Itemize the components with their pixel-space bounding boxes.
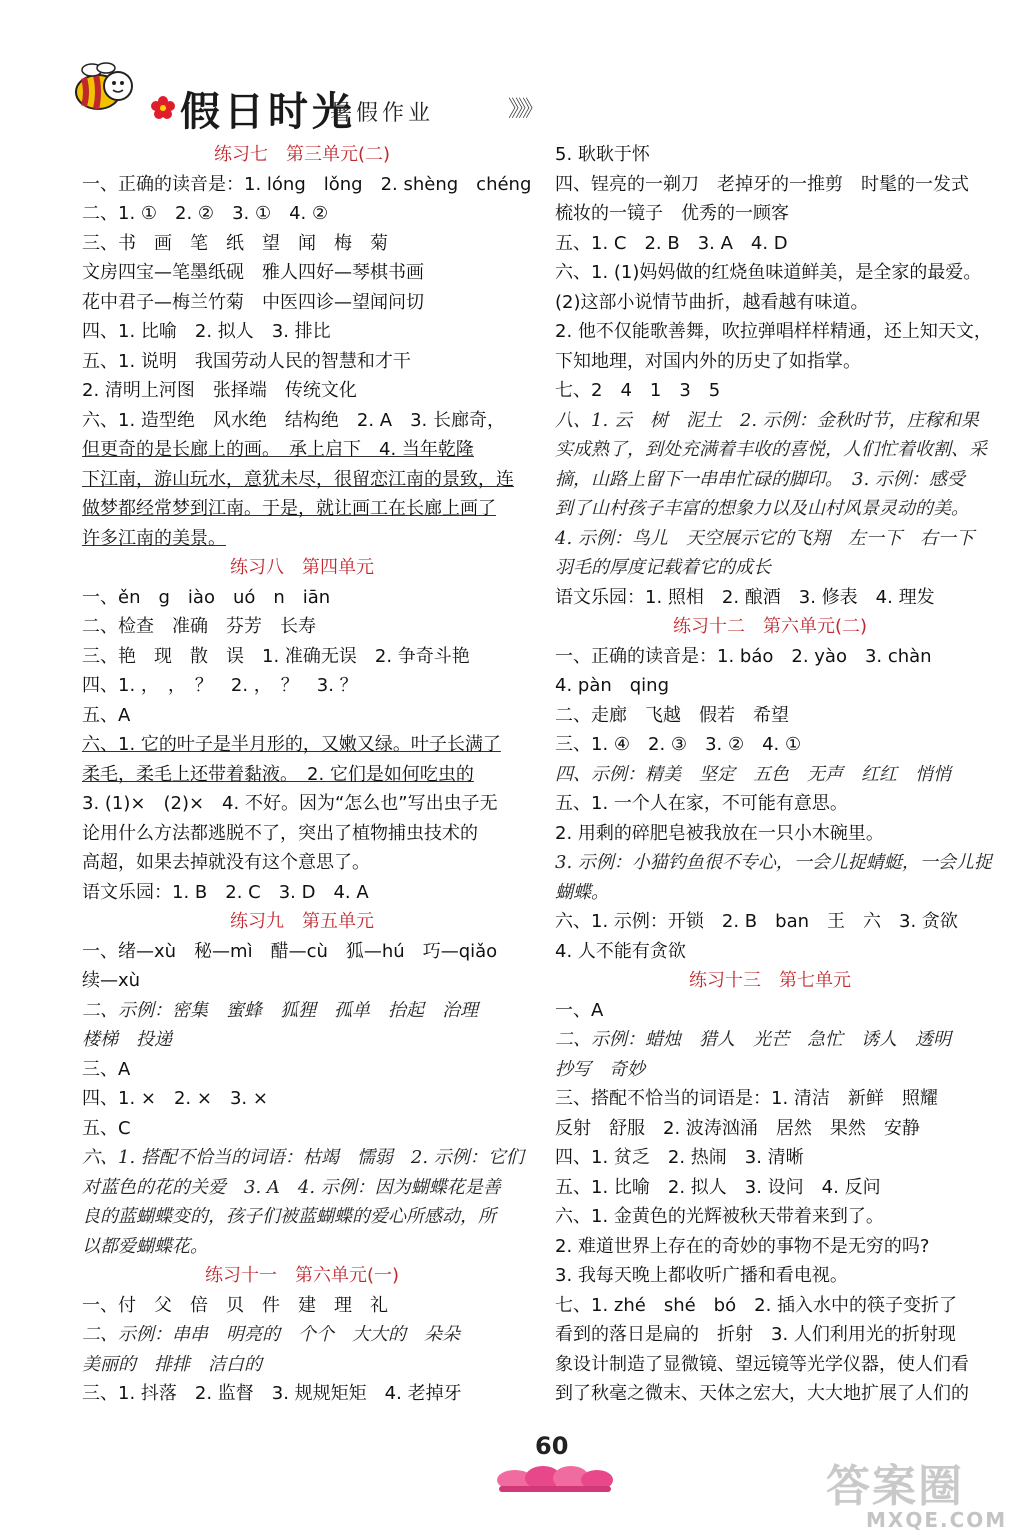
- section-title: 练习八 第四单元: [230, 557, 374, 578]
- flower-icon: [150, 95, 176, 121]
- answer-line: 柔毛，柔毛上还带着黏液。 2. 它们是如何吃虫的: [82, 763, 474, 785]
- answer-line: 语文乐园：1. 照相 2. 酿酒 3. 修表 4. 理发: [555, 586, 935, 608]
- answer-line: 三、1. 抖落 2. 监督 3. 规规矩矩 4. 老掉牙: [82, 1383, 462, 1404]
- answer-line: 文房四宝—笔墨纸砚 雅人四好—琴棋书画: [82, 262, 424, 283]
- answer-line: 二、走廊 飞越 假若 希望: [555, 704, 789, 726]
- answer-line: 二、检查 准确 芬芳 长寿: [82, 616, 316, 637]
- answer-line: 七、1. zhé shé bó 2. 插入水中的筷子变折了: [555, 1294, 958, 1316]
- answer-line: (2)这部小说情节曲折，越看越有味道。: [555, 291, 869, 313]
- answer-line: 2. 清明上河图 张择端 传统文化: [82, 380, 357, 401]
- answer-line: 一、正确的读音是：1. lóng lǒng 2. shèng chéng: [82, 173, 532, 195]
- answer-line: 七、2 4 1 3 5: [555, 380, 721, 401]
- answer-line: 下江南，游山玩水，意犹未尽，很留恋江南的景致，连: [82, 468, 514, 490]
- answer-line: 楼梯 投递: [82, 1029, 172, 1050]
- answer-line: 2. 他不仅能歌善舞，吹拉弹唱样样精通，还上知天文，: [555, 321, 992, 342]
- answer-line: 六、1. 金黄色的光辉被秋天带着来到了。: [555, 1206, 884, 1227]
- answer-line: 4. pàn qing: [555, 675, 670, 696]
- answer-line: 五、1. 比喻 2. 拟人 3. 设问 4. 反问: [555, 1176, 881, 1198]
- answer-line: 摘，山路上留下一串串忙碌的脚印。 3. 示例：感受: [555, 468, 965, 490]
- section-title: 练习十二 第六单元(二): [672, 616, 868, 637]
- header-title: 假日时光: [180, 88, 356, 135]
- answer-line: 二、1. ① 2. ② 3. ① 4. ②: [82, 203, 329, 224]
- watermark-main: 答案圈: [826, 1461, 964, 1512]
- answer-line: 四、1. × 2. × 3. ×: [82, 1088, 268, 1109]
- right-column: [555, 140, 992, 1409]
- answer-line: 5. 耿耿于怀: [555, 144, 650, 165]
- answer-line: 四、锃亮的一剃刀 老掉牙的一推剪 时髦的一发式: [555, 173, 969, 195]
- answer-line: 反射 舒服 2. 波涛汹涌 居然 果然 安静: [555, 1117, 920, 1139]
- answer-line: 二、示例：串串 明亮的 个个 大大的 朵朵: [82, 1324, 460, 1345]
- answer-line: 续—xù: [82, 970, 141, 991]
- answer-line: 到了山村孩子丰富的想象力以及山村风景灵动的美。: [555, 498, 969, 519]
- answer-line: 3. 我每天晚上都收听广播和看电视。: [555, 1265, 848, 1286]
- answer-line: 四、示例：精美 坚定 五色 无声 红红 悄悄: [555, 763, 951, 785]
- answer-line: 三、A: [82, 1058, 131, 1080]
- answer-line: 象设计制造了显微镜、望远镜等光学仪器，使人们看: [555, 1353, 969, 1375]
- answer-line: 六、1. 示例：开锁 2. B ban 王 六 3. 贪欲: [555, 911, 958, 932]
- section-title: 练习九 第五单元: [230, 911, 374, 932]
- answer-line: 一、A: [555, 999, 604, 1021]
- header-subtitle: 暑假作业: [330, 101, 435, 126]
- answer-line: 论用什么方法都逃脱不了，突出了植物捕虫技术的: [82, 822, 478, 844]
- answer-line: 梳妆的一镜子 优秀的一顾客: [555, 203, 789, 224]
- answer-line: 2. 用剩的碎肥皂被我放在一只小木碗里。: [555, 822, 884, 844]
- left-column: [82, 140, 532, 1409]
- answer-line: 四、1. 贫乏 2. 热闹 3. 清晰: [555, 1147, 804, 1168]
- answer-line: 一、正确的读音是：1. báo 2. yào 3. chàn: [555, 645, 932, 667]
- answer-line: 三、搭配不恰当的词语是：1. 清洁 新鲜 照耀: [555, 1088, 938, 1109]
- answer-line: 六、1. 搭配不恰当的词语：枯竭 懦弱 2. 示例：它们: [82, 1147, 524, 1168]
- answer-line: 良的蓝蝴蝶变的，孩子们被蓝蝴蝶的爱心所感动，所: [82, 1206, 496, 1227]
- answer-line: 3. 示例：小猫钓鱼很不专心，一会儿捉蜻蜓，一会儿捉: [555, 852, 992, 873]
- answer-line: 二、示例：蜡烛 猎人 光芒 急忙 诱人 透明: [555, 1029, 951, 1050]
- answer-line: 看到的落日是扁的 折射 3. 人们利用光的折射现: [555, 1324, 956, 1345]
- answer-line: 3. (1)× (2)× 4. 不好。因为“怎么也”写出虫子无: [82, 793, 498, 814]
- answer-line: 六、1. (1)妈妈做的红烧鱼味道鲜美，是全家的最爱。: [555, 262, 982, 283]
- answer-line: 五、A: [82, 704, 131, 726]
- flower-decoration-icon: [495, 1462, 615, 1492]
- section-title: 练习七 第三单元(二): [213, 144, 391, 165]
- answer-line: 抄写 奇妙: [555, 1058, 645, 1080]
- answer-line: 五、1. 说明 我国劳动人民的智慧和才干: [82, 350, 411, 372]
- answer-line: 2. 难道世界上存在的奇妙的事物不是无穷的吗?: [555, 1235, 930, 1257]
- answer-line: 羽毛的厚度记载着它的成长: [555, 557, 771, 578]
- answer-line: 五、1. 一个人在家，不可能有意思。: [555, 793, 848, 814]
- watermark: [820, 1450, 1010, 1536]
- answer-line: 4. 示例：鸟儿 天空展示它的飞翔 左一下 右一下: [555, 527, 974, 549]
- answer-line: 许多江南的美景。: [82, 527, 226, 549]
- bee-icon: [70, 62, 136, 112]
- answer-line: 花中君子—梅兰竹菊 中医四诊—望闻问切: [82, 291, 424, 313]
- answer-line: 六、1. 造型绝 风水绝 结构绝 2. A 3. 长廊奇，: [82, 409, 505, 431]
- answer-line: 四、1. 比喻 2. 拟人 3. 排比: [82, 321, 331, 342]
- section-title: 练习十三 第七单元: [689, 970, 851, 991]
- answer-line: 4. 人不能有贪欲: [555, 940, 686, 962]
- answer-line: 三、1. ④ 2. ③ 3. ② 4. ①: [555, 734, 802, 755]
- answer-line: 对蓝色的花的关爱 3. A 4. 示例：因为蝴蝶花是善: [82, 1176, 501, 1198]
- answer-line: 五、C: [82, 1117, 131, 1139]
- section-title: 练习十一 第六单元(一): [204, 1265, 400, 1286]
- answer-line: 八、1. 云 树 泥土 2. 示例：金秋时节，庄稼和果: [555, 409, 979, 431]
- answer-line: 三、艳 现 散 误 1. 准确无误 2. 争奇斗艳: [82, 645, 470, 667]
- answer-line: 蝴蝶。: [555, 881, 609, 903]
- answer-line: 美丽的 排排 洁白的: [82, 1353, 262, 1375]
- answer-line: 六、1. 它的叶子是半月形的，又嫩又绿。叶子长满了: [82, 734, 501, 755]
- answer-line: 实成熟了，到处充满着丰收的喜悦，人们忙着收割、采: [555, 439, 987, 460]
- answer-line: 五、1. C 2. B 3. A 4. D: [555, 232, 788, 254]
- answer-line: 高超，如果去掉就没有这个意思了。: [82, 852, 370, 873]
- watermark-sub: MXQE.COM: [866, 1508, 1008, 1532]
- answer-line: 以都爱蝴蝶花。: [82, 1235, 208, 1257]
- answer-line: 一、付 父 倍 贝 件 建 理 礼: [82, 1294, 388, 1316]
- page-number: 60: [535, 1432, 569, 1460]
- answer-line: 二、示例：密集 蜜蜂 狐狸 孤单 抬起 治理: [82, 999, 478, 1021]
- answer-line: 四、1. ， ， ？ 2. ， ？ 3. ？: [82, 675, 358, 696]
- answer-line: 三、书 画 笔 纸 望 闻 梅 菊: [82, 232, 388, 254]
- answer-line: 但更奇的是长廊上的画。 承上启下 4. 当年乾隆: [82, 439, 474, 460]
- answer-line: 下知地理，对国内外的历史了如指掌。: [555, 350, 861, 372]
- answer-line: 语文乐园：1. B 2. C 3. D 4. A: [82, 881, 369, 903]
- answer-line: 做梦都经常梦到江南。于是，就让画工在长廊上画了: [82, 498, 496, 519]
- answer-line: 一、ěn g iào uó n iān: [82, 586, 331, 608]
- header-arrows: 》》》: [508, 97, 541, 122]
- answer-line: 到了秋毫之微末、天体之宏大，大大地扩展了人们的: [555, 1383, 969, 1404]
- answer-line: 一、绪—xù 秘—mì 醋—cù 狐—hú 巧—qiǎo: [82, 940, 498, 962]
- page-header: [0, 0, 1012, 140]
